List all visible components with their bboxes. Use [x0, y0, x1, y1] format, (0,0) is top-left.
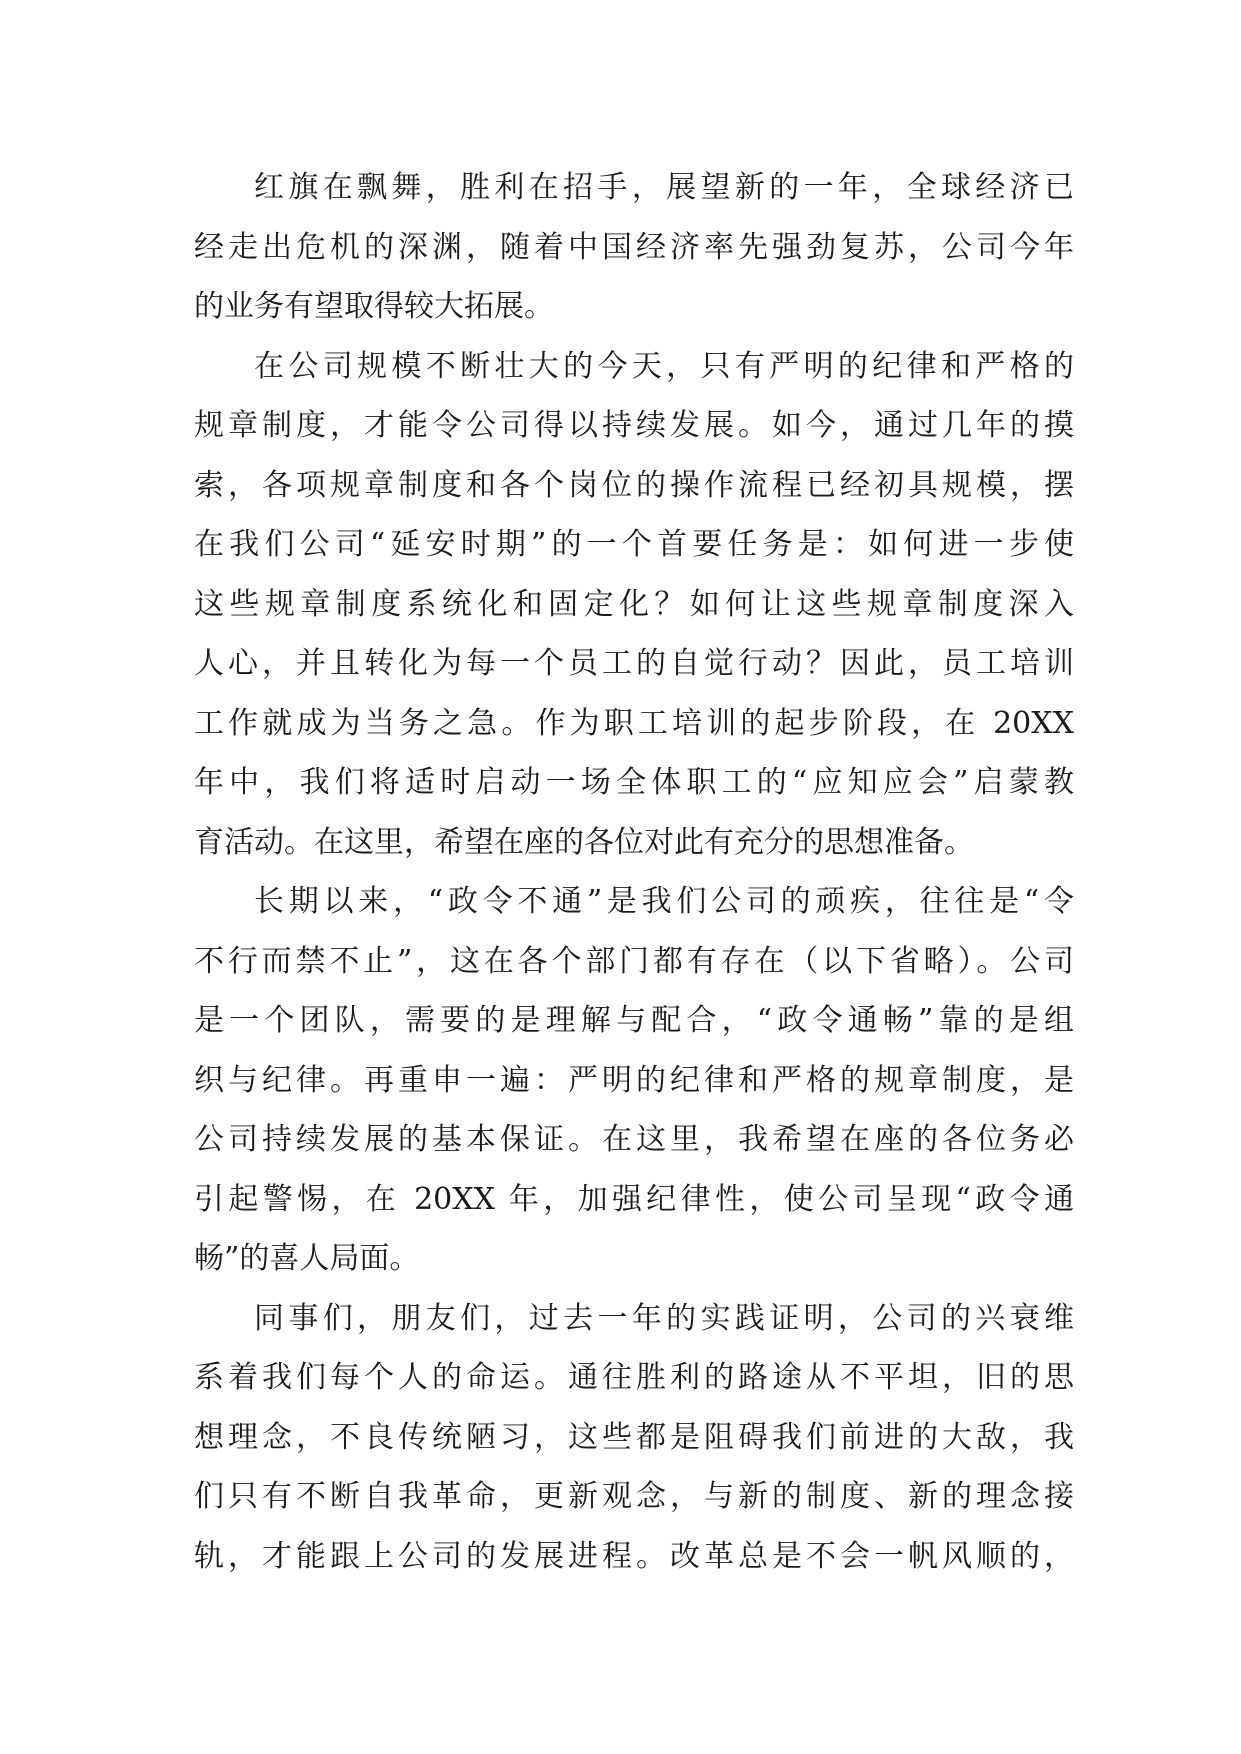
text-line: 引起警惕，在 20XX 年，加强纪律性，使公司呈现“政令通	[194, 1181, 1074, 1217]
text-line: 系着我们每个人的命运。通往胜利的路途从不平坦，旧的思	[194, 1360, 1074, 1395]
paragraph-3	[194, 872, 1074, 1289]
text-line: 年中，我们将适时启动一场全体职工的“应知应会”启蒙教	[194, 765, 1074, 800]
text-line: 在我们公司“延安时期”的一个首要任务是：如何进一步使	[194, 527, 1074, 562]
text-line: 是一个团队，需要的是理解与配合，“政令通畅”靠的是组	[194, 1003, 1074, 1038]
text-line: 公司持续发展的基本保证。在这里，我希望在座的各位务必	[194, 1122, 1074, 1157]
text-line: 畅”的喜人局面。	[194, 1241, 420, 1276]
text-line: 们只有不断自我革命，更新观念，与新的制度、新的理念接	[194, 1479, 1074, 1514]
text-line: 不行而禁不止”，这在各个部门都有存在（以下省略）。公司	[194, 943, 1074, 979]
text-line: 同事们，朋友们，过去一年的实践证明，公司的兴衰维	[254, 1300, 1074, 1336]
text-line: 的业务有望取得较大拓展。	[194, 289, 554, 324]
text-line: 长期以来，“政令不通”是我们公司的顽疾，往往是“令	[254, 884, 1074, 919]
text-line: 经走出危机的深渊，随着中国经济率先强劲复苏，公司今年	[194, 229, 1074, 265]
document-body	[194, 158, 1074, 1586]
text-line: 织与纪律。再重申一遍：严明的纪律和严格的规章制度，是	[194, 1062, 1074, 1098]
text-line: 轨，才能跟上公司的发展进程。改革总是不会一帆风顺的，	[194, 1538, 1074, 1574]
text-line: 人心，并且转化为每一个员工的自觉行动？因此，员工培训	[194, 646, 1074, 681]
text-line: 想理念，不良传统陋习，这些都是阻碍我们前进的大敌，我	[194, 1419, 1074, 1455]
text-line: 这些规章制度系统化和固定化？如何让这些规章制度深入	[194, 586, 1074, 622]
paragraph-1	[194, 158, 1074, 337]
text-line: 索，各项规章制度和各个岗位的操作流程已经初具规模，摆	[194, 467, 1074, 503]
paragraph-4	[194, 1289, 1074, 1587]
text-line: 红旗在飘舞，胜利在招手，展望新的一年，全球经济已	[254, 170, 1074, 205]
paragraph-2	[194, 337, 1074, 873]
text-line: 在公司规模不断壮大的今天，只有严明的纪律和严格的	[254, 348, 1074, 384]
text-line: 育活动。在这里，希望在座的各位对此有充分的思想准备。	[194, 824, 974, 860]
text-line: 工作就成为当务之急。作为职工培训的起步阶段，在 20XX	[194, 705, 1074, 741]
text-line: 规章制度，才能令公司得以持续发展。如今，通过几年的摸	[194, 408, 1074, 443]
